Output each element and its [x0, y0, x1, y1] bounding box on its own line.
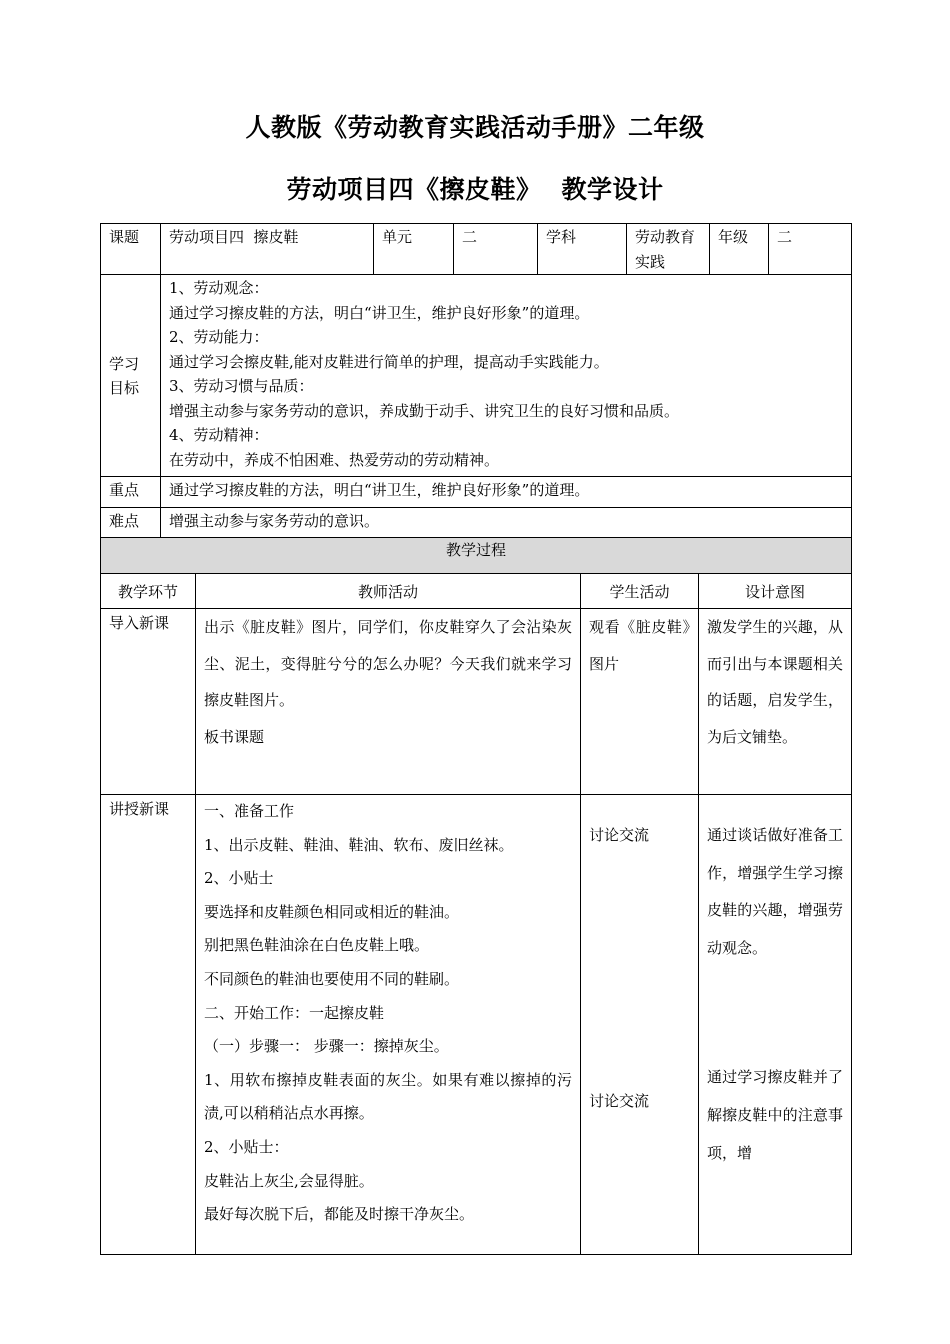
goal-line: 通过学习擦皮鞋的方法，明白“讲卫生，维护良好形象”的道理。: [169, 303, 590, 322]
subtitle-design: 教学设计: [561, 175, 664, 204]
intent-intro: 激发学生的兴趣，从而引出与本课题相关的话题，启发学生，为后文铺垫。: [699, 609, 852, 795]
unit-label: 单元: [374, 224, 454, 275]
goal-line: 1、劳动观念：: [169, 279, 269, 297]
goal-line: 3、劳动习惯与品质：: [169, 377, 314, 395]
teacher-intro: [196, 609, 581, 795]
topic-value: 劳动项目四 擦皮鞋: [161, 224, 374, 275]
student-intro: 观看《脏皮鞋》图片: [581, 609, 699, 795]
teacher-text: 出示《脏皮鞋》图片，同学们，你皮鞋穿久了会沾染灰尘、泥土，变得脏兮兮的怎么办呢？今天我们就来学习擦皮鞋图片。: [204, 618, 572, 709]
stage-teach: 讲授新课: [101, 795, 196, 1255]
process-columns-row: [101, 574, 852, 609]
teacher-text: 2、小贴士：: [204, 1137, 289, 1156]
intent-text: 通过谈话做好准备工作，增强学生学习擦皮鞋的兴趣，增强劳动观念。: [707, 826, 844, 957]
info-row-key: [101, 477, 852, 508]
goal-line: 增强主动参与家务劳动的意识，养成勤于动手、讲究卫生的良好习惯和品质。: [169, 401, 680, 420]
teacher-text: 不同颜色的鞋油也要使用不同的鞋刷。: [204, 969, 460, 988]
info-row-topic: [101, 224, 852, 275]
teacher-text: 板书课题: [204, 727, 265, 746]
teacher-text: 2、小贴士: [204, 869, 274, 888]
goal-line: 通过学习会擦皮鞋,能对皮鞋进行简单的护理，提高动手实践能力。: [169, 352, 609, 371]
key-label: 重点: [101, 477, 161, 508]
goal-line: 在劳动中，养成不怕困难、热爱劳动的劳动精神。: [169, 450, 500, 469]
process-row-teach: [101, 795, 852, 1255]
subject-value: 劳动教育实践: [627, 224, 710, 275]
teacher-text: 别把黑色鞋油涂在白色皮鞋上哦。: [204, 936, 430, 955]
subtitle-project: 劳动项目四《擦皮鞋》: [286, 175, 542, 204]
col-intent: 设计意图: [699, 574, 852, 609]
teacher-text: 1、用软布擦掉皮鞋表面的灰尘。如果有难以擦掉的污渍,可以稍稍沾点水再擦。: [204, 1070, 572, 1123]
process-header: 教学过程: [101, 538, 852, 574]
document-subtitle: [0, 170, 950, 206]
info-row-difficulty: [101, 508, 852, 539]
process-table: [100, 537, 852, 1255]
process-row-intro: [101, 609, 852, 795]
goal-line: 2、劳动能力：: [169, 328, 269, 346]
info-table: [100, 223, 852, 539]
info-row-goals: [101, 275, 852, 477]
intent-text: 通过学习擦皮鞋并了解擦皮鞋中的注意事项，增: [707, 1068, 844, 1162]
teacher-text: 皮鞋沾上灰尘,会显得脏。: [204, 1171, 374, 1190]
grade-label: 年级: [710, 224, 769, 275]
teacher-text: 二、开始工作：一起擦皮鞋: [204, 1003, 385, 1022]
teacher-text: 1、出示皮鞋、鞋油、鞋油、软布、废旧丝袜。: [204, 835, 514, 854]
difficulty-label: 难点: [101, 508, 161, 539]
teacher-text: 一、准备工作: [204, 802, 295, 820]
process-header-row: [101, 538, 852, 574]
intent-teach: [699, 795, 852, 1255]
col-stage: 教学环节: [101, 574, 196, 609]
teacher-teach: [196, 795, 581, 1255]
key-value: 通过学习擦皮鞋的方法，明白“讲卫生，维护良好形象”的道理。: [161, 477, 852, 508]
teacher-text: （一）步骤一： 步骤一：擦掉灰尘。: [204, 1037, 449, 1056]
teacher-text: 最好每次脱下后，都能及时擦干净灰尘。: [204, 1205, 475, 1224]
stage-intro: 导入新课: [101, 609, 196, 795]
document-title: 人教版《劳动教育实践活动手册》二年级: [245, 113, 705, 142]
teacher-text: 要选择和皮鞋颜色相同或相近的鞋油。: [204, 902, 460, 921]
goal-line: 4、劳动精神：: [169, 426, 269, 444]
grade-value: 二: [769, 224, 852, 275]
difficulty-value: 增强主动参与家务劳动的意识。: [161, 508, 852, 539]
student-text: 讨论交流: [589, 826, 650, 844]
goals-label: 学习目标: [101, 275, 161, 477]
student-teach: [581, 795, 699, 1255]
col-student: 学生活动: [581, 574, 699, 609]
student-text: 讨论交流: [589, 1092, 650, 1110]
col-teacher: 教师活动: [196, 574, 581, 609]
subject-label: 学科: [538, 224, 627, 275]
unit-value: 二: [454, 224, 538, 275]
goals-list: [161, 275, 852, 477]
topic-label: 课题: [101, 224, 161, 275]
